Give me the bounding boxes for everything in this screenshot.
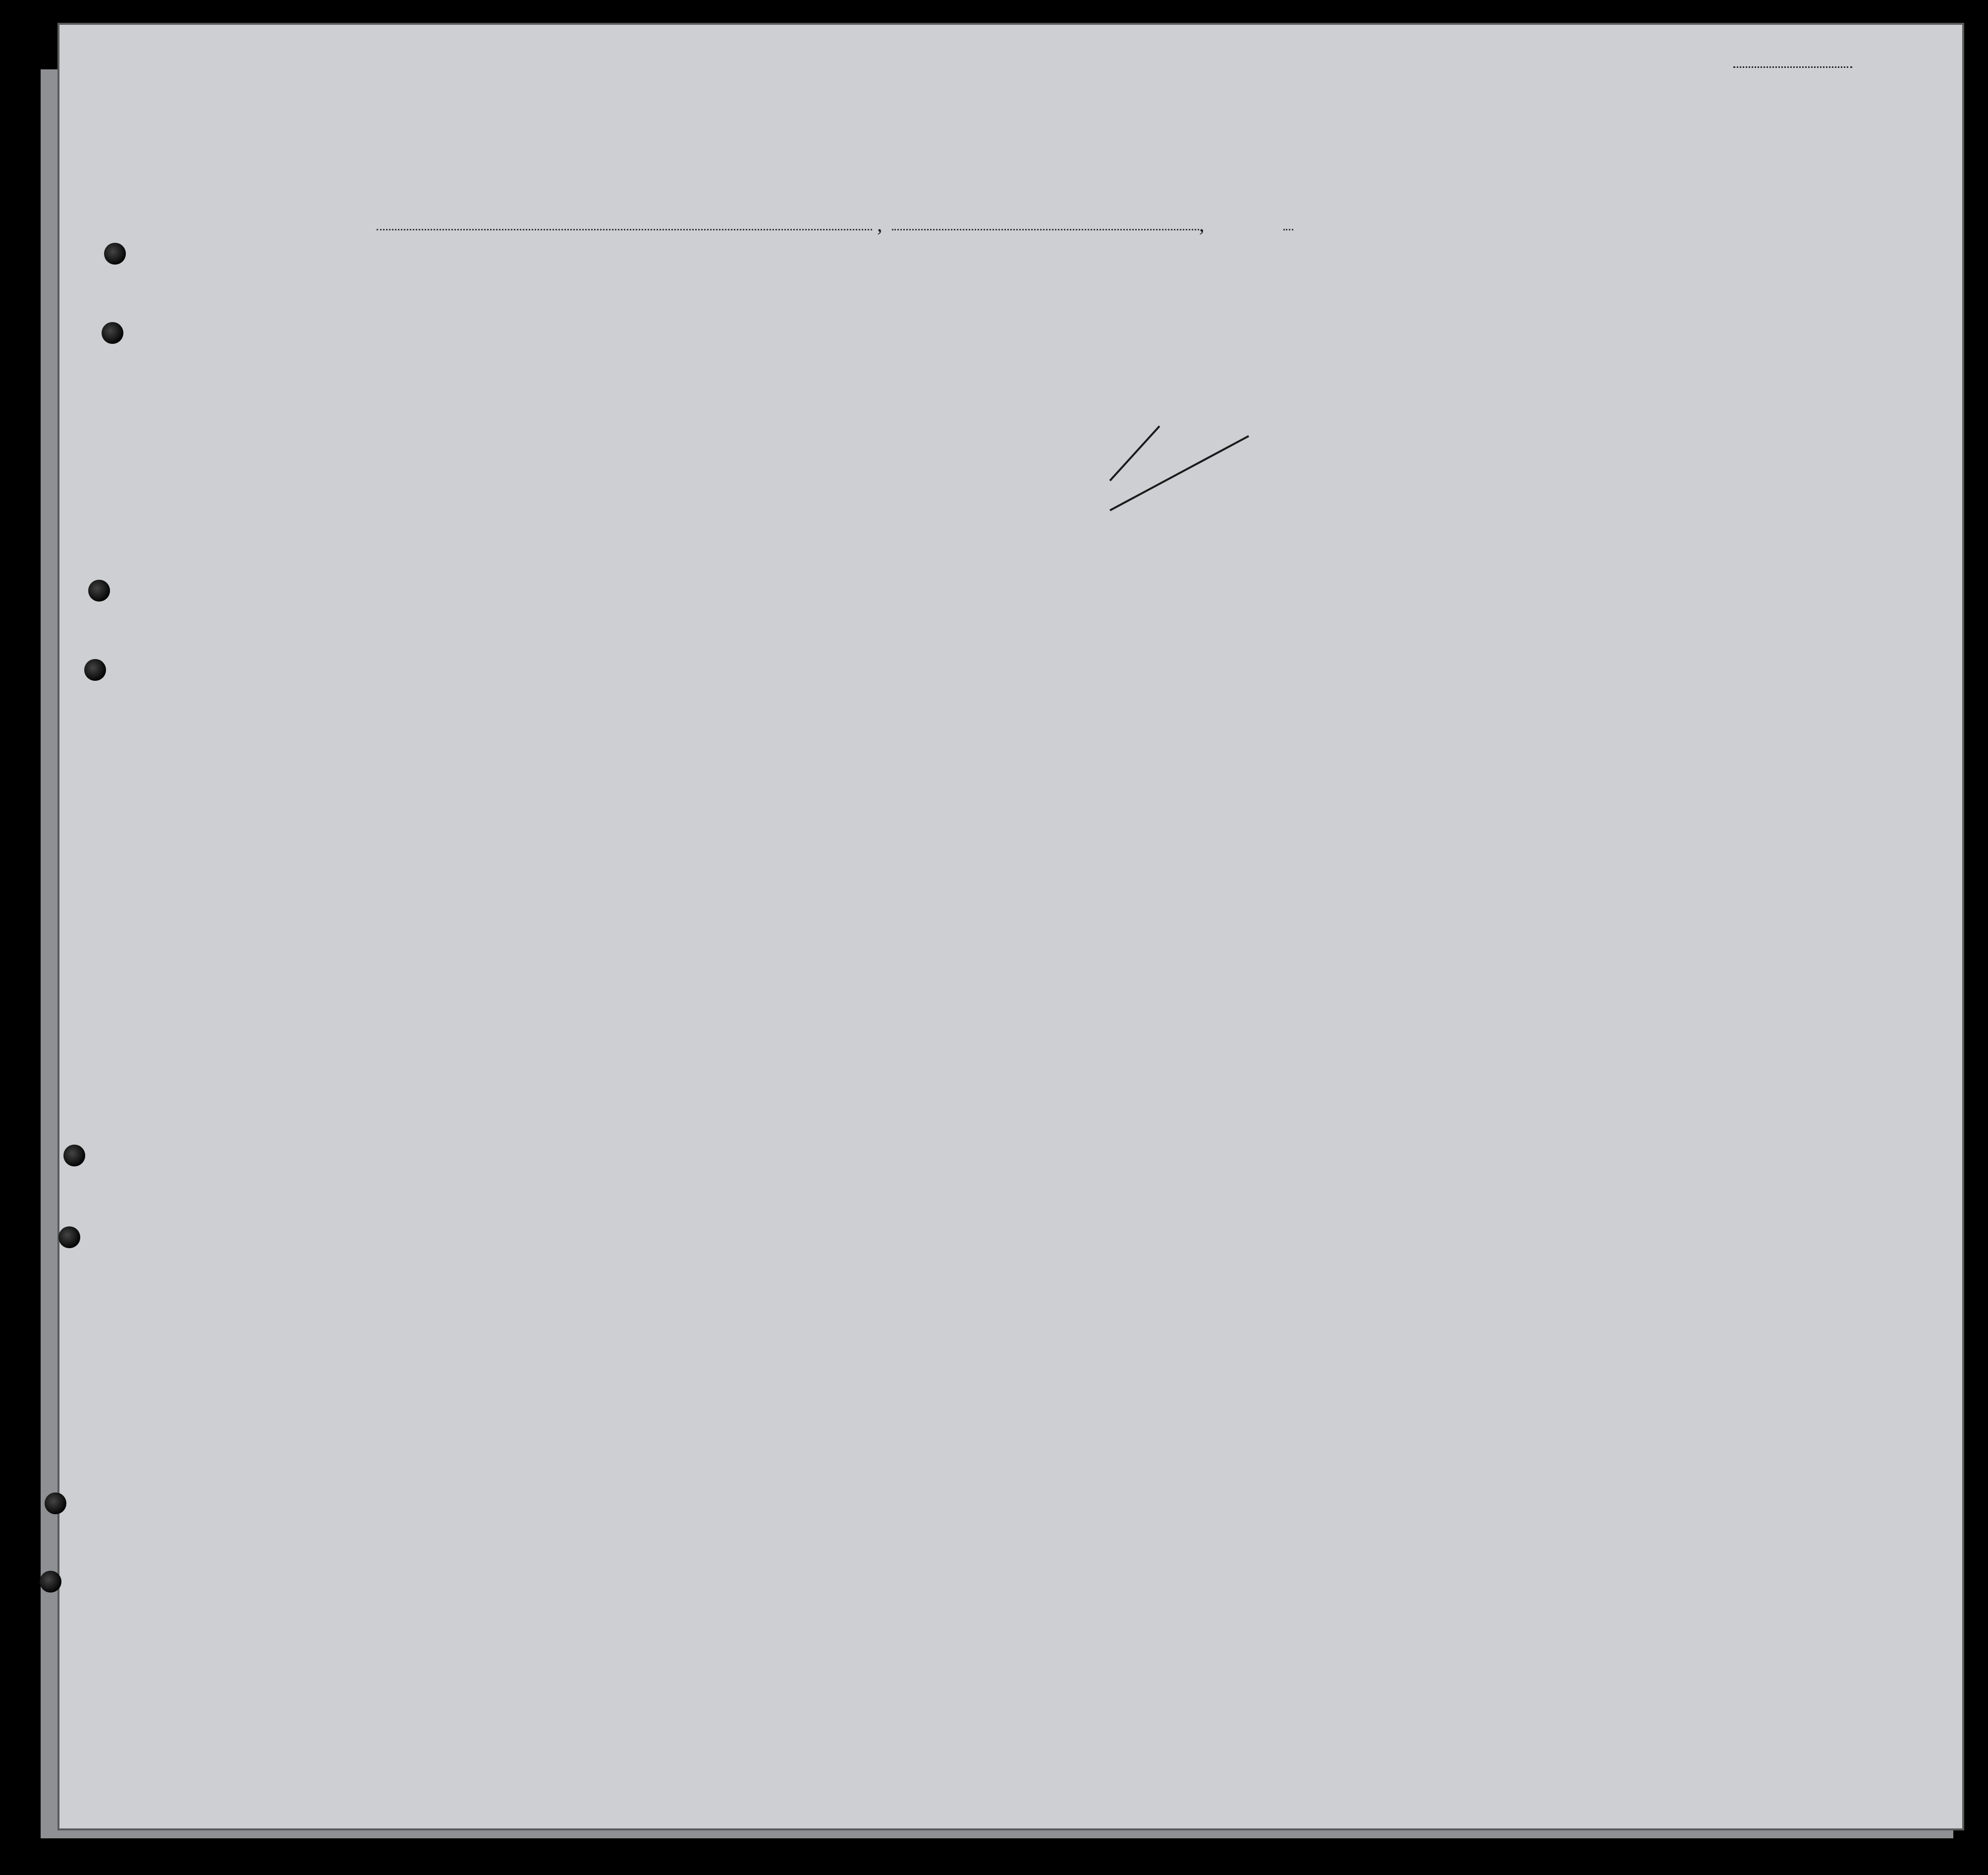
header-deported bbox=[1467, 297, 1496, 416]
punch-hole-icon bbox=[84, 659, 106, 681]
port-line bbox=[377, 229, 872, 230]
header-citizen-intent bbox=[1244, 297, 1278, 416]
header-length-of-stay bbox=[1189, 297, 1229, 416]
header-anarchist bbox=[1348, 297, 1368, 416]
header-prison bbox=[1284, 297, 1314, 416]
date-line bbox=[892, 229, 1199, 230]
header-overthrow bbox=[1373, 297, 1412, 416]
header-inches bbox=[1647, 342, 1666, 401]
list-label bbox=[1729, 47, 1852, 73]
punch-hole-icon bbox=[102, 322, 123, 344]
header-fifty bbox=[718, 297, 737, 421]
punch-hole-icon bbox=[58, 1226, 80, 1248]
header-return-intent bbox=[1140, 297, 1179, 416]
punch-hole-icon bbox=[40, 1571, 61, 1593]
punch-hole-icon bbox=[104, 243, 126, 265]
year-line bbox=[1283, 229, 1293, 230]
punch-hole-icon bbox=[88, 580, 110, 602]
header-labor-offer bbox=[1422, 297, 1457, 416]
comma-1: , bbox=[877, 214, 883, 236]
punch-hole-icon bbox=[63, 1145, 85, 1166]
handwritten-strokes bbox=[1100, 416, 1269, 515]
manifest-sheet bbox=[59, 25, 1962, 1828]
header-feet bbox=[1624, 342, 1644, 401]
comma-2: , bbox=[1199, 214, 1205, 236]
header-polygamist bbox=[1322, 297, 1342, 416]
punch-hole-icon bbox=[45, 1492, 66, 1514]
header-ticket bbox=[601, 297, 625, 421]
